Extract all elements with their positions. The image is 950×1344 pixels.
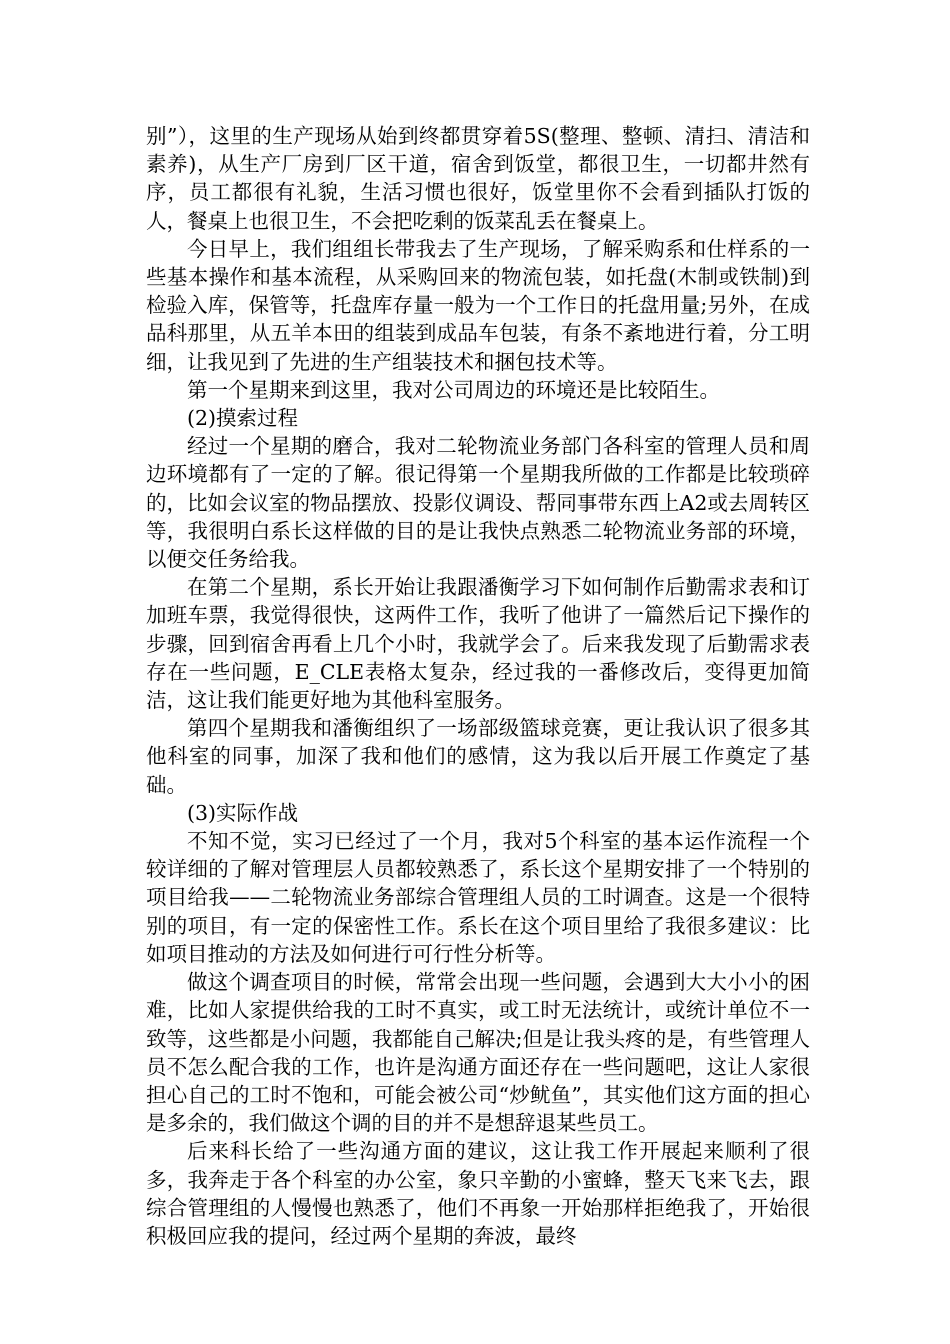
paragraph-fourth-week: 第四个星期我和潘衡组织了一场部级篮球竞赛，更让我认识了很多其他科室的同事，加深了我和他们的感情，这为我以后开展工作奠定了基础。 <box>146 716 810 797</box>
paragraph-continued: 别”），这里的生产现场从始到终都贯穿着5S(整理、整顿、清扫、清洁和素养)，从生产厂房到厂区干道，宿舍到饭堂，都很卫生，一切都井然有序，员工都很有礼貌，生活习惯也很好，饭堂里你不会看到插队打饭的人，餐桌上也很卫生，不会把吃剩的饭菜乱丢在餐桌上。 <box>146 124 810 233</box>
paragraph-difficulties: 做这个调查项目的时候，常常会出现一些问题，会遇到大大小小的困难，比如人家提供给我的工时不真实，或工时无法统计，或统计单位不一致等，这些都是小问题，我都能自己解决;但是让我头疼的是，有些管理人员不怎么配合我的工作，也许是沟通方面还存在一些问题吧，这让人家很担心自己的工时不饱和，可能会被公司“炒鱿鱼”，其实他们这方面的担心是多余的，我们做这个调的目的并不是想辞退某些员工。 <box>146 970 810 1136</box>
paragraph-adjustment: 经过一个星期的磨合，我对二轮物流业务部门各科室的管理人员和周边环境都有了一定的了解。很记得第一个星期我所做的工作都是比较琐碎的，比如会议室的物品摆放、投影仪调设、帮同事带东西上A2或去周转区等，我很明白系长这样做的目的是让我快点熟悉二轮物流业务部的环境，以便交任务给我。 <box>146 434 810 572</box>
paragraph-second-week: 在第二个星期，系长开始让我跟潘衡学习下如何制作后勤需求表和订加班车票，我觉得很快，这两件工作，我听了他讲了一篇然后记下操作的步骤，回到宿舍再看上几个小时，我就学会了。后来我发现了后勤需求表存在一些问题，E_CLE表格太复杂，经过我的一番修改后，变得更加简洁，这让我们能更好地为其他科室服务。 <box>146 575 810 713</box>
paragraph-production-site: 今日早上，我们组组长带我去了生产现场，了解采购系和仕样系的一些基本操作和基本流程，从采购回来的物流包装，如托盘(木制或铁制)到检验入库，保管等，托盘库存量一般为一个工作日的托盘用量;另外，在成品科那里，从五羊本田的组装到成品车包装，有条不紊地进行着，分工明细，让我见到了先进的生产组装技术和捆包技术等。 <box>146 236 810 374</box>
section-heading-practice: (3)实际作战 <box>187 800 299 825</box>
paragraph-communication: 后来科长给了一些沟通方面的建议，这让我工作开展起来顺利了很多，我奔走于各个科室的办公室，象只辛勤的小蜜蜂，整天飞来飞去，跟综合管理组的人慢慢也熟悉了，他们不再象一开始那样拒绝我了，开始很积极回应我的提问，经过两个星期的奔波，最终 <box>146 1139 810 1248</box>
section-heading-exploration: (2)摸索过程 <box>187 406 299 431</box>
paragraph-first-week: 第一个星期来到这里，我对公司周边的环境还是比较陌生。 <box>187 377 720 402</box>
document-body <box>146 122 810 1250</box>
paragraph-project: 不知不觉，实习已经过了一个月，我对5个科室的基本运作流程一个较详细的了解对管理层人员都较熟悉了，系长这个星期安排了一个特别的项目给我——二轮物流业务部综合管理组人员的工时调查。这是一个很特别的项目，有一定的保密性工作。系长在这个项目里给了我很多建议：比如项目推动的方法及如何进行可行性分析等。 <box>146 829 810 966</box>
